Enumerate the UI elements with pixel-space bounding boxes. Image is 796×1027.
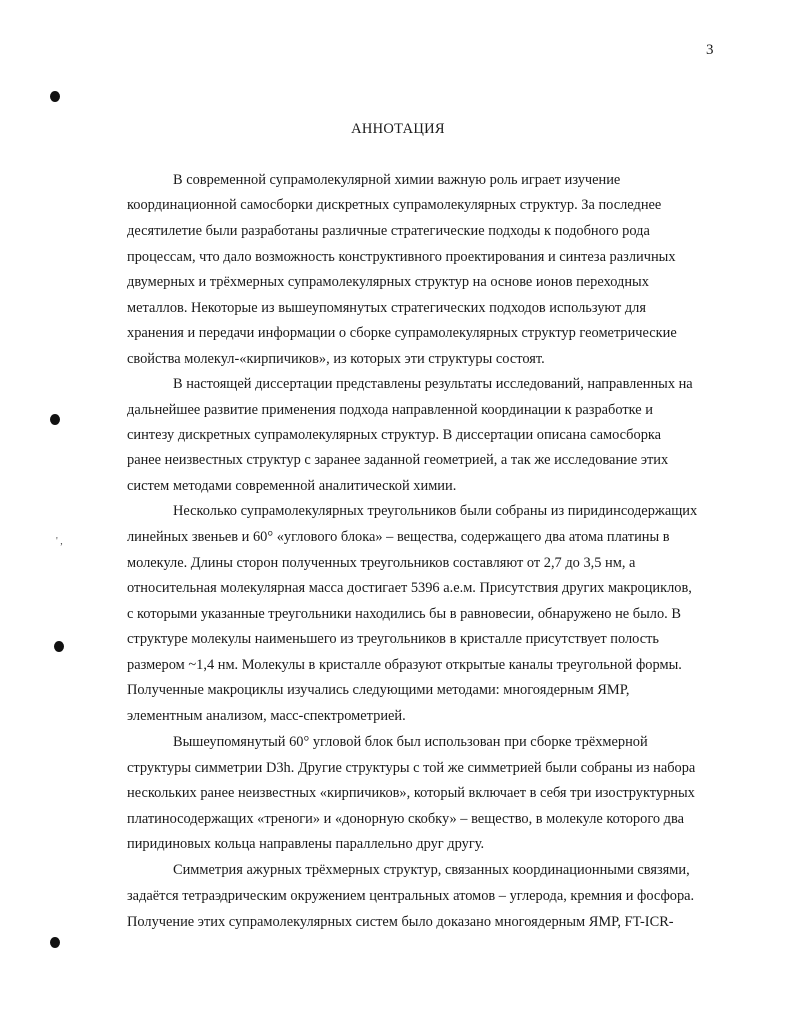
text-line: нескольких ранее неизвестных «кирпичиков», который включает в себя три изоструктурных [127, 785, 695, 801]
page-title: АННОТАЦИЯ [351, 121, 445, 137]
text-line: дальнейшее развитие применения подхода направленной координации к разработке и [127, 402, 653, 418]
text-line: процессам, что дало возможность конструктивного проектирования и синтеза различных [127, 249, 676, 265]
punch-hole-dot [50, 414, 60, 425]
punch-hole-dot [54, 641, 64, 652]
text-line: хранения и передачи информации о сборке супрамолекулярных структур геометрические [127, 325, 677, 341]
text-line: ранее неизвестных структур с заранее заданной геометрией, а так же исследование этих [127, 452, 669, 468]
text-line: молекуле. Длины сторон полученных треугольников составляют от 2,7 до 3,5 нм, а [127, 555, 636, 571]
text-line: Несколько супрамолекулярных треугольников были собраны из пиридинсодержащих [173, 503, 698, 519]
text-line: Полученные макроциклы изучались следующими методами: многоядерным ЯМР, [127, 682, 630, 698]
text-line: пиридиновых кольца направлены параллельно друг другу. [127, 836, 485, 852]
text-line: линейных звеньев и 60° «углового блока» – вещества, содержащего два атома платины в [127, 529, 670, 545]
text-line: металлов. Некоторые из вышеупомянутых стратегических подходов используют для [127, 300, 646, 316]
text-line: десятилетие были разработаны различные стратегические подходы к подобного рода [127, 223, 650, 239]
text-line: синтезу дискретных супрамолекулярных структур. В диссертации описана самосборка [127, 427, 662, 443]
text-line: свойства молекул-«кирпичиков», из которых эти структуры состоят. [127, 351, 545, 367]
text-line: В современной супрамолекулярной химии важную роль играет изучение [173, 172, 621, 188]
text-line: Вышеупомянутый 60° угловой блок был использован при сборке трёхмерной [173, 734, 648, 750]
text-line: задаётся тетраэдрическим окружением центральных атомов – углерода, кремния и фосфора. [127, 888, 695, 904]
scan-mark: ' , [56, 536, 63, 547]
text-line: двумерных и трёхмерных супрамолекулярных структур на основе ионов переходных [127, 274, 649, 290]
text-line: В настоящей диссертации представлены результаты исследований, направленных на [173, 376, 693, 392]
text-line: элементным анализом, масс-спектрометрией. [127, 708, 406, 724]
punch-hole-dot [50, 937, 60, 948]
text-line: Получение этих супрамолекулярных систем было доказано многоядерным ЯМР, FT-ICR- [127, 914, 674, 930]
text-line: систем методами современной аналитической химии. [127, 478, 457, 494]
text-line: структуры симметрии D3h. Другие структуры с той же симметрией были собраны из набора [127, 760, 696, 776]
punch-hole-dot [50, 91, 60, 102]
text-line: размером ~1,4 нм. Молекулы в кристалле образуют открытые каналы треугольной формы. [127, 657, 682, 673]
text-line: с которыми указанные треугольники находились бы в равновесии, обнаружено не было. В [127, 606, 681, 622]
text-line: Симметрия ажурных трёхмерных структур, связанных координационными связями, [173, 862, 690, 878]
text-line: структуре молекулы наименьшего из треугольников в кристалле присутствует полость [127, 631, 659, 647]
text-line: координационной самосборки дискретных супрамолекулярных структур. За последнее [127, 197, 662, 213]
text-line: относительная молекулярная масса достигает 5396 а.е.м. Присутствия других макроциклов, [127, 580, 692, 596]
page-number: 3 [706, 42, 714, 58]
text-line: платиносодержащих «треноги» и «донорную скобку» – вещество, в молекуле которого два [127, 811, 684, 827]
